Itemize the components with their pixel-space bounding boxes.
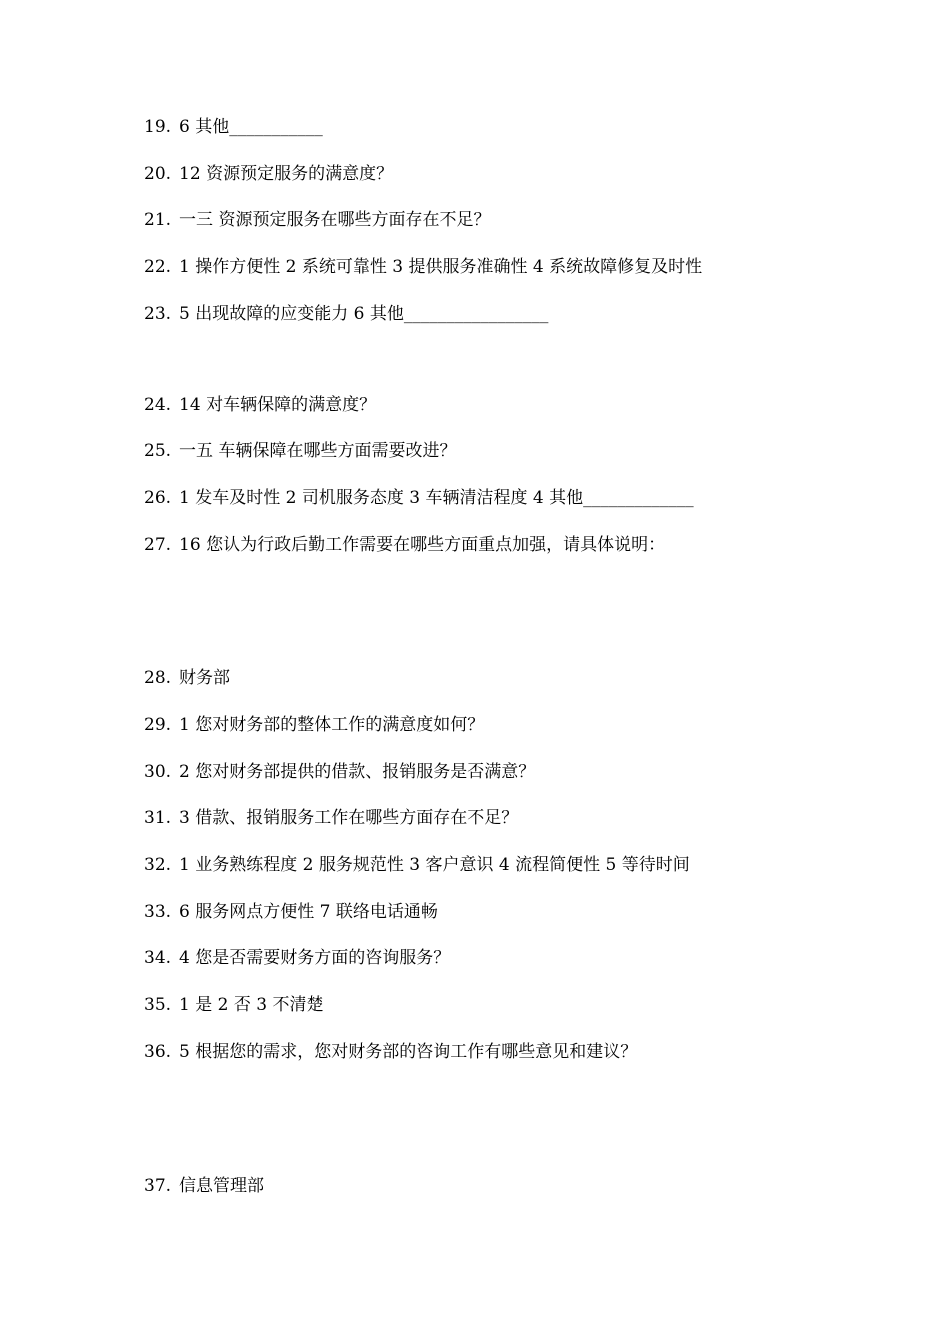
item-number: 24. [144,395,172,415]
item-text: 6 其他 [179,117,230,137]
item-number: 25. [144,441,172,461]
item-number: 23. [144,304,172,324]
item-text: 一五 车辆保障在哪些方面需要改进？ [179,441,457,461]
item-number: 34. [144,948,172,968]
list-item [144,760,535,784]
item-text: 1 发车及时性 2 司机服务态度 3 车辆清洁程度 4 其他 [179,488,584,508]
fill-blank: _________________ [403,304,549,324]
list-item [144,713,484,737]
item-text: 1 业务熟练程度 2 服务规范性 3 客户意识 4 流程简便性 5 等待时间 [179,855,690,875]
item-number: 19. [144,117,172,137]
item-number: 21. [144,210,172,230]
item-text: 4 您是否需要财务方面的咨询服务？ [179,948,451,968]
list-item [144,162,393,186]
list-item [144,900,438,924]
list-item [144,255,702,279]
list-item [144,806,518,830]
item-text: 1 操作方便性 2 系统可靠性 3 提供服务准确性 4 系统故障修复及时性 [179,257,703,277]
fill-blank: _____________ [583,488,694,508]
item-number: 26. [144,488,172,508]
item-text: 5 出现故障的应变能力 6 其他 [179,304,404,324]
item-text: 16 您认为行政后勤工作需要在哪些方面重点加强，请具体说明： [179,535,666,555]
item-text: 3 借款、报销服务工作在哪些方面存在不足？ [179,808,519,828]
item-number: 30. [144,762,172,782]
section-heading [144,1174,264,1198]
list-item [144,1040,637,1064]
item-number: 29. [144,715,172,735]
item-text: 1 是 2 否 3 不清楚 [179,995,324,1015]
list-item [144,993,324,1017]
item-number: 28. [144,668,172,688]
item-text: 一三 资源预定服务在哪些方面存在不足？ [179,210,491,230]
item-text: 5 根据您的需求，您对财务部的咨询工作有哪些意见和建议？ [179,1042,638,1062]
item-number: 27. [144,535,172,555]
item-text: 财务部 [179,668,231,688]
fill-blank: ___________ [229,117,323,137]
item-text: 1 您对财务部的整体工作的满意度如何？ [179,715,485,735]
item-number: 31. [144,808,172,828]
item-number: 37. [144,1176,172,1196]
item-text: 信息管理部 [179,1176,265,1196]
list-item [144,115,323,139]
list-item [144,486,694,510]
item-number: 33. [144,902,172,922]
item-text: 6 服务网点方便性 7 联络电话通畅 [179,902,438,922]
list-item [144,946,450,970]
list-item [144,302,548,326]
list-item [144,533,665,557]
item-number: 32. [144,855,172,875]
list-item [144,393,376,417]
item-number: 35. [144,995,172,1015]
item-text: 14 对车辆保障的满意度？ [179,395,377,415]
item-text: 12 资源预定服务的满意度？ [179,164,394,184]
item-number: 22. [144,257,172,277]
item-text: 2 您对财务部提供的借款、报销服务是否满意？ [179,762,536,782]
item-number: 20. [144,164,172,184]
list-item [144,853,690,877]
list-item [144,439,456,463]
item-number: 36. [144,1042,172,1062]
section-heading [144,666,230,690]
list-item [144,208,490,232]
